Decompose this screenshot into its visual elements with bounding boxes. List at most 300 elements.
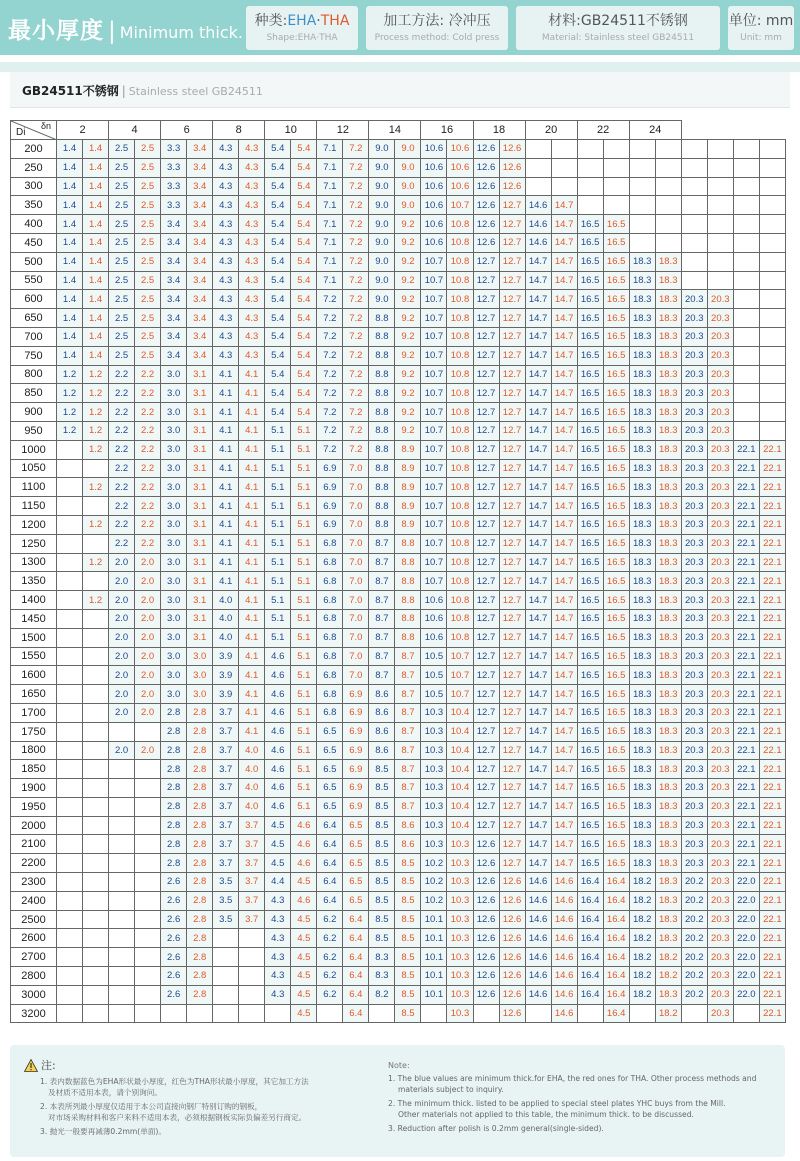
tha-value-cell: 16.4 (603, 967, 629, 986)
tha-value-cell: 7.2 (343, 327, 369, 346)
eha-value-cell (733, 384, 759, 403)
di-cell: 250 (11, 158, 57, 177)
tha-value-cell: 20.3 (707, 497, 733, 516)
eha-value-cell: 14.7 (525, 459, 551, 478)
table-row (11, 478, 786, 497)
eha-value-cell: 20.3 (681, 421, 707, 440)
tha-value-cell (759, 215, 785, 234)
eha-value-cell (57, 873, 83, 892)
eha-value-cell: 3.7 (213, 797, 239, 816)
di-cell: 2200 (11, 854, 57, 873)
eha-value-cell: 10.7 (421, 252, 447, 271)
eha-value-cell: 14.7 (525, 271, 551, 290)
table-row (11, 158, 786, 177)
eha-value-cell: 8.7 (369, 553, 395, 572)
tha-value-cell: 16.4 (603, 985, 629, 1004)
eha-value-cell (109, 854, 135, 873)
tha-value-cell: 22.1 (759, 685, 785, 704)
eha-value-cell: 6.2 (317, 967, 343, 986)
tha-value-cell: 12.7 (499, 196, 525, 215)
eha-value-cell: 8.5 (369, 929, 395, 948)
tha-value-cell: 4.1 (239, 647, 265, 666)
eha-value-cell: 22.0 (733, 985, 759, 1004)
eha-value-cell (109, 835, 135, 854)
tha-value-cell: 3.4 (187, 215, 213, 234)
tha-value-cell (707, 233, 733, 252)
tha-value-cell: 3.4 (187, 346, 213, 365)
tha-value-cell (603, 177, 629, 196)
tha-value-cell: 10.8 (447, 609, 473, 628)
tha-value-cell: 20.3 (707, 346, 733, 365)
tha-value-cell: 12.7 (499, 346, 525, 365)
tha-value-cell: 2.5 (135, 177, 161, 196)
tha-value-cell (759, 421, 785, 440)
tha-value-cell: 5.4 (291, 365, 317, 384)
eha-value-cell: 8.7 (369, 572, 395, 591)
eha-value-cell: 8.8 (369, 384, 395, 403)
eha-value-cell (57, 572, 83, 591)
eha-value-cell (369, 1004, 395, 1023)
eha-value-cell (629, 177, 655, 196)
tha-value-cell: 12.7 (499, 403, 525, 422)
eha-value-cell: 2.0 (109, 685, 135, 704)
eha-value-cell: 3.3 (161, 196, 187, 215)
eha-value-cell: 5.1 (265, 478, 291, 497)
tha-value-cell: 4.3 (239, 327, 265, 346)
eha-value-cell: 5.4 (265, 290, 291, 309)
eha-value-cell: 22.1 (733, 760, 759, 779)
tha-value-cell: 7.2 (343, 233, 369, 252)
eha-value-cell: 8.7 (369, 647, 395, 666)
tha-value-cell: 10.3 (447, 967, 473, 986)
tha-value-cell: 12.7 (499, 327, 525, 346)
tha-value-cell: 14.7 (551, 459, 577, 478)
eha-value-cell: 10.7 (421, 309, 447, 328)
tha-value-cell: 10.8 (447, 271, 473, 290)
eha-value-cell: 18.2 (629, 929, 655, 948)
tha-value-cell: 22.1 (759, 572, 785, 591)
eha-value-cell: 8.8 (369, 497, 395, 516)
eha-value-cell: 1.2 (57, 384, 83, 403)
eha-value-cell (577, 196, 603, 215)
eha-value-cell: 4.3 (265, 985, 291, 1004)
tha-value-cell: 14.7 (551, 384, 577, 403)
tha-value-cell: 8.8 (395, 591, 421, 610)
tha-value-cell: 5.4 (291, 290, 317, 309)
eha-value-cell: 7.1 (317, 196, 343, 215)
tha-value-cell: 16.4 (603, 948, 629, 967)
eha-value-cell: 20.2 (681, 929, 707, 948)
table-row (11, 252, 786, 271)
eha-value-cell: 16.5 (577, 346, 603, 365)
di-cell: 450 (11, 233, 57, 252)
tha-value-cell: 16.5 (603, 346, 629, 365)
tha-value-cell: 2.5 (135, 140, 161, 159)
eha-value-cell: 8.6 (369, 703, 395, 722)
eha-value-cell: 2.5 (109, 158, 135, 177)
eha-value-cell: 10.2 (421, 854, 447, 873)
eha-value-cell: 16.5 (577, 365, 603, 384)
tha-value-cell (83, 628, 109, 647)
tha-value-cell: 4.1 (239, 722, 265, 741)
eha-value-cell: 6.8 (317, 591, 343, 610)
tha-value-cell: 2.8 (187, 967, 213, 986)
eha-value-cell: 18.3 (629, 703, 655, 722)
tha-value-cell: 14.7 (551, 741, 577, 760)
tha-value-cell: 20.3 (707, 628, 733, 647)
di-cell: 550 (11, 271, 57, 290)
eha-value-cell (629, 158, 655, 177)
tha-value-cell: 2.5 (135, 233, 161, 252)
eha-value-cell: 1.4 (57, 158, 83, 177)
di-cell: 700 (11, 327, 57, 346)
tha-value-cell: 4.3 (239, 309, 265, 328)
eha-value-cell: 7.2 (317, 309, 343, 328)
di-cell: 1000 (11, 440, 57, 459)
eha-value-cell: 20.2 (681, 967, 707, 986)
table-row (11, 779, 786, 798)
tha-value-cell: 20.3 (707, 854, 733, 873)
eha-value-cell: 10.3 (421, 797, 447, 816)
eha-value-cell: 12.7 (473, 628, 499, 647)
eha-value-cell (733, 403, 759, 422)
eha-value-cell: 10.7 (421, 553, 447, 572)
tha-value-cell: 7.2 (343, 158, 369, 177)
eha-value-cell: 6.8 (317, 609, 343, 628)
eha-value-cell (109, 910, 135, 929)
tha-value-cell: 14.7 (551, 196, 577, 215)
di-cell: 2800 (11, 967, 57, 986)
eha-value-cell: 2.0 (109, 703, 135, 722)
tha-value-cell: 6.9 (343, 760, 369, 779)
eha-value-cell (57, 478, 83, 497)
table-row (11, 685, 786, 704)
eha-value-cell: 8.8 (369, 440, 395, 459)
tha-value-cell: 18.3 (655, 873, 681, 892)
eha-value-cell: 8.5 (369, 816, 395, 835)
tha-value-cell: 6.5 (343, 816, 369, 835)
tha-value-cell: 1.4 (83, 233, 109, 252)
eha-value-cell: 3.0 (161, 609, 187, 628)
tha-value-cell: 3.1 (187, 515, 213, 534)
tha-value-cell: 16.5 (603, 741, 629, 760)
eha-value-cell: 10.1 (421, 948, 447, 967)
eha-value-cell: 22.0 (733, 967, 759, 986)
eha-value-cell: 16.5 (577, 722, 603, 741)
eha-value-cell: 16.5 (577, 609, 603, 628)
min-thickness-table (10, 120, 786, 1023)
eha-value-cell: 5.4 (265, 327, 291, 346)
tha-value-cell: 14.7 (551, 666, 577, 685)
eha-value-cell: 7.1 (317, 252, 343, 271)
tha-value-cell: 5.4 (291, 252, 317, 271)
tha-value-cell: 6.9 (343, 779, 369, 798)
eha-value-cell (57, 854, 83, 873)
tha-value-cell: 8.5 (395, 1004, 421, 1023)
tha-value-cell: 3.7 (239, 891, 265, 910)
eha-value-cell: 20.3 (681, 741, 707, 760)
eha-value-cell: 3.0 (161, 647, 187, 666)
tha-value-cell: 6.9 (343, 685, 369, 704)
tha-value-cell: 20.3 (707, 797, 733, 816)
eha-value-cell: 2.6 (161, 873, 187, 892)
tha-value-cell: 3.1 (187, 421, 213, 440)
tha-value-cell: 22.1 (759, 967, 785, 986)
tha-value-cell: 5.1 (291, 515, 317, 534)
eha-value-cell (161, 1004, 187, 1023)
tha-value-cell: 18.3 (655, 572, 681, 591)
eha-value-cell: 4.3 (213, 309, 239, 328)
tha-value-cell: 10.4 (447, 760, 473, 779)
eha-value-cell: 4.3 (213, 346, 239, 365)
tha-value-cell: 1.2 (83, 515, 109, 534)
tha-value-cell: 6.5 (343, 835, 369, 854)
tha-value-cell: 22.1 (759, 854, 785, 873)
tha-value-cell: 2.8 (187, 985, 213, 1004)
tha-value-cell: 5.4 (291, 177, 317, 196)
tha-value-cell: 2.8 (187, 873, 213, 892)
table-row (11, 440, 786, 459)
tha-value-cell: 1.4 (83, 177, 109, 196)
eha-value-cell (213, 985, 239, 1004)
tha-value-cell: 8.5 (395, 873, 421, 892)
tha-value-cell: 18.3 (655, 384, 681, 403)
table-row (11, 910, 786, 929)
eha-value-cell: 8.8 (369, 421, 395, 440)
eha-value-cell: 16.5 (577, 854, 603, 873)
eha-value-cell: 10.1 (421, 929, 447, 948)
tha-value-cell: 22.1 (759, 741, 785, 760)
eha-value-cell: 8.6 (369, 722, 395, 741)
tha-value-cell: 14.7 (551, 440, 577, 459)
tha-value-cell: 18.3 (655, 290, 681, 309)
tha-value-cell: 18.3 (655, 666, 681, 685)
tha-value-cell: 5.1 (291, 703, 317, 722)
eha-value-cell: 5.4 (265, 252, 291, 271)
tha-value-cell (759, 365, 785, 384)
eha-value-cell: 1.4 (57, 233, 83, 252)
eha-value-cell: 18.3 (629, 741, 655, 760)
eha-value-cell: 12.6 (473, 177, 499, 196)
eha-value-cell: 1.4 (57, 252, 83, 271)
tha-value-cell: 2.8 (187, 760, 213, 779)
eha-value-cell: 3.0 (161, 478, 187, 497)
table-row (11, 271, 786, 290)
tha-value-cell (83, 816, 109, 835)
eha-value-cell: 3.9 (213, 647, 239, 666)
eha-value-cell: 8.5 (369, 797, 395, 816)
eha-value-cell: 12.7 (473, 797, 499, 816)
tha-value-cell: 14.7 (551, 628, 577, 647)
tha-value-cell: 4.1 (239, 515, 265, 534)
eha-value-cell: 10.3 (421, 722, 447, 741)
tha-value-cell: 2.0 (135, 666, 161, 685)
tha-value-cell: 12.7 (499, 779, 525, 798)
eha-value-cell: 8.2 (369, 985, 395, 1004)
eha-value-cell: 2.0 (109, 628, 135, 647)
tha-value-cell: 12.7 (499, 290, 525, 309)
eha-value-cell: 4.1 (213, 459, 239, 478)
tha-value-cell: 4.1 (239, 365, 265, 384)
tha-value-cell: 3.7 (239, 910, 265, 929)
eha-value-cell: 18.3 (629, 403, 655, 422)
eha-value-cell: 12.7 (473, 421, 499, 440)
eha-value-cell: 1.2 (57, 403, 83, 422)
tha-value-cell: 5.1 (291, 459, 317, 478)
eha-value-cell (629, 196, 655, 215)
tha-value-cell: 16.5 (603, 384, 629, 403)
table-row (11, 365, 786, 384)
eha-value-cell: 22.1 (733, 609, 759, 628)
eha-value-cell: 18.3 (629, 497, 655, 516)
table-row (11, 741, 786, 760)
eha-value-cell: 8.7 (369, 609, 395, 628)
tha-value-cell: 4.6 (291, 835, 317, 854)
tha-value-cell: 2.8 (187, 891, 213, 910)
eha-value-cell (525, 158, 551, 177)
eha-value-cell (213, 948, 239, 967)
eha-value-cell: 16.4 (577, 967, 603, 986)
eha-value-cell: 22.0 (733, 929, 759, 948)
eha-value-cell: 20.3 (681, 816, 707, 835)
tha-value-cell: 10.8 (447, 459, 473, 478)
eha-value-cell: 12.6 (473, 985, 499, 1004)
eha-value-cell (57, 835, 83, 854)
tha-value-cell: 12.7 (499, 572, 525, 591)
tha-value-cell: 7.2 (343, 140, 369, 159)
tha-value-cell: 9.2 (395, 290, 421, 309)
tha-value-cell: 14.7 (551, 779, 577, 798)
eha-value-cell: 2.0 (109, 609, 135, 628)
eha-value-cell: 16.5 (577, 534, 603, 553)
eha-value-cell: 14.7 (525, 722, 551, 741)
eha-value-cell: 6.9 (317, 497, 343, 516)
tha-value-cell: 22.1 (759, 910, 785, 929)
table-row (11, 985, 786, 1004)
eha-value-cell (57, 948, 83, 967)
tha-value-cell: 10.4 (447, 703, 473, 722)
tha-value-cell (603, 140, 629, 159)
tha-value-cell: 3.7 (239, 816, 265, 835)
tha-value-cell: 3.7 (239, 854, 265, 873)
tha-value-cell (83, 497, 109, 516)
eha-value-cell: 14.7 (525, 741, 551, 760)
tha-value-cell (135, 948, 161, 967)
eha-value-cell: 2.0 (109, 553, 135, 572)
tha-value-cell: 10.8 (447, 497, 473, 516)
eha-value-cell: 9.0 (369, 290, 395, 309)
eha-value-cell: 16.5 (577, 290, 603, 309)
tha-value-cell: 2.2 (135, 421, 161, 440)
tha-value-cell: 20.3 (707, 1004, 733, 1023)
tha-value-cell: 18.3 (655, 929, 681, 948)
eha-value-cell: 5.4 (265, 384, 291, 403)
tha-value-cell: 14.7 (551, 271, 577, 290)
eha-value-cell: 16.4 (577, 891, 603, 910)
eha-value-cell: 4.6 (265, 685, 291, 704)
eha-value-cell: 14.6 (525, 873, 551, 892)
eha-value-cell: 12.7 (473, 741, 499, 760)
tha-value-cell: 1.4 (83, 271, 109, 290)
tha-value-cell (83, 779, 109, 798)
tha-value-cell: 10.8 (447, 233, 473, 252)
tha-value-cell (83, 948, 109, 967)
eha-value-cell: 4.3 (213, 252, 239, 271)
eha-value-cell: 2.2 (109, 403, 135, 422)
process-box: 加工方法: 冷冲压 Process method: Cold press (366, 6, 508, 50)
eha-value-cell: 18.2 (629, 967, 655, 986)
eha-value-cell: 14.7 (525, 666, 551, 685)
tha-value-cell (83, 534, 109, 553)
eha-value-cell (629, 215, 655, 234)
tha-value-cell: 10.8 (447, 290, 473, 309)
tha-value-cell: 18.3 (655, 591, 681, 610)
eha-value-cell: 16.5 (577, 647, 603, 666)
di-cell: 950 (11, 421, 57, 440)
tha-value-cell: 7.0 (343, 609, 369, 628)
eha-value-cell: 22.1 (733, 440, 759, 459)
tha-value-cell: 6.4 (343, 967, 369, 986)
tha-value-cell: 10.8 (447, 628, 473, 647)
eha-value-cell: 10.6 (421, 628, 447, 647)
eha-value-cell: 3.0 (161, 572, 187, 591)
eha-value-cell: 16.4 (577, 985, 603, 1004)
eha-value-cell: 6.4 (317, 891, 343, 910)
eha-value-cell: 10.6 (421, 591, 447, 610)
eha-value-cell: 16.5 (577, 666, 603, 685)
table-row (11, 403, 786, 422)
tha-value-cell: 7.0 (343, 647, 369, 666)
tha-value-cell: 10.8 (447, 572, 473, 591)
tha-value-cell (83, 760, 109, 779)
tha-value-cell (655, 233, 681, 252)
eha-value-cell: 10.1 (421, 985, 447, 1004)
eha-value-cell: 20.3 (681, 365, 707, 384)
di-cell: 850 (11, 384, 57, 403)
tha-value-cell: 18.3 (655, 816, 681, 835)
eha-value-cell (213, 967, 239, 986)
eha-value-cell: 6.2 (317, 985, 343, 1004)
tha-value-cell: 3.4 (187, 271, 213, 290)
tha-value-cell: 16.5 (603, 365, 629, 384)
eha-value-cell (109, 760, 135, 779)
tha-value-cell: 22.1 (759, 816, 785, 835)
eha-value-cell: 3.4 (161, 215, 187, 234)
tha-value-cell: 2.0 (135, 609, 161, 628)
eha-value-cell (109, 929, 135, 948)
table-row (11, 215, 786, 234)
di-cell: 1050 (11, 459, 57, 478)
tha-value-cell: 6.4 (343, 910, 369, 929)
eha-value-cell: 6.9 (317, 515, 343, 534)
table-row (11, 703, 786, 722)
tha-value-cell (83, 703, 109, 722)
di-cell: 400 (11, 215, 57, 234)
tha-value-cell: 8.9 (395, 459, 421, 478)
tha-value-cell: 6.4 (343, 1004, 369, 1023)
eha-value-cell: 1.4 (57, 271, 83, 290)
tha-value-cell: 20.3 (707, 309, 733, 328)
eha-value-cell: 4.1 (213, 440, 239, 459)
table-corner: Di δn (11, 121, 57, 140)
tha-value-cell: 4.1 (239, 609, 265, 628)
tha-value-cell: 3.1 (187, 365, 213, 384)
eha-value-cell: 4.3 (213, 271, 239, 290)
tha-value-cell: 14.6 (551, 985, 577, 1004)
eha-value-cell: 22.1 (733, 703, 759, 722)
tha-value-cell: 5.1 (291, 666, 317, 685)
tha-value-cell: 6.5 (343, 891, 369, 910)
